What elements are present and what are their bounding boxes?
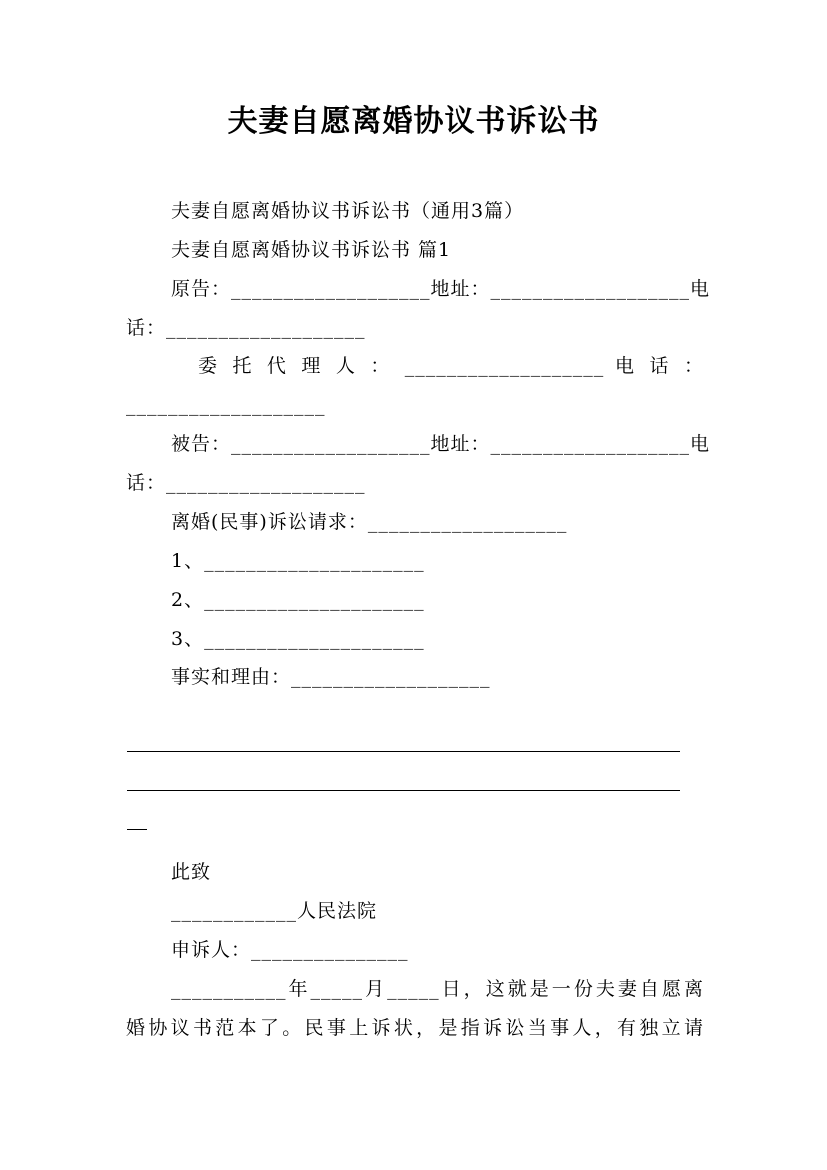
agent-phone-line: ___________________ xyxy=(126,394,326,416)
request-item-1: 1、_____________________ xyxy=(171,550,425,572)
blank-rule-2 xyxy=(127,790,680,791)
request-item-3: 3、_____________________ xyxy=(171,628,425,650)
blank-rule-1 xyxy=(127,751,680,752)
closing-line: 婚协议书范本了。民事上诉状，是指诉讼当事人，有独立请 xyxy=(126,1017,704,1039)
date-line: ___________年_____月_____日，这就是一份夫妻自愿离 xyxy=(171,978,704,1000)
defendant-line: 被告：___________________地址：___________________电 xyxy=(171,433,711,455)
subtitle-line: 夫妻自愿离婚协议书诉讼书（通用3篇） xyxy=(171,200,525,222)
appellant-line: 申诉人：_______________ xyxy=(171,939,409,961)
document-title: 夫妻自愿离婚协议书诉讼书 xyxy=(227,104,600,139)
plaintiff-phone-line: 话：___________________ xyxy=(126,317,366,339)
court-line: ____________人民法院 xyxy=(171,900,378,922)
part-heading: 夫妻自愿离婚协议书诉讼书 篇1 xyxy=(171,239,452,261)
agent-line: 委 托 代 理 人 ： ___________________ 电 话 ： xyxy=(198,355,704,377)
request-item-2: 2、_____________________ xyxy=(171,589,425,611)
request-line: 离婚(民事)诉讼请求：___________________ xyxy=(171,511,568,533)
blank-rule-3 xyxy=(127,829,147,830)
plaintiff-line: 原告：___________________地址：___________________电 xyxy=(171,278,711,300)
defendant-phone-line: 话：___________________ xyxy=(126,472,366,494)
facts-line: 事实和理由：___________________ xyxy=(171,666,491,688)
greeting-line: 此致 xyxy=(171,861,212,883)
